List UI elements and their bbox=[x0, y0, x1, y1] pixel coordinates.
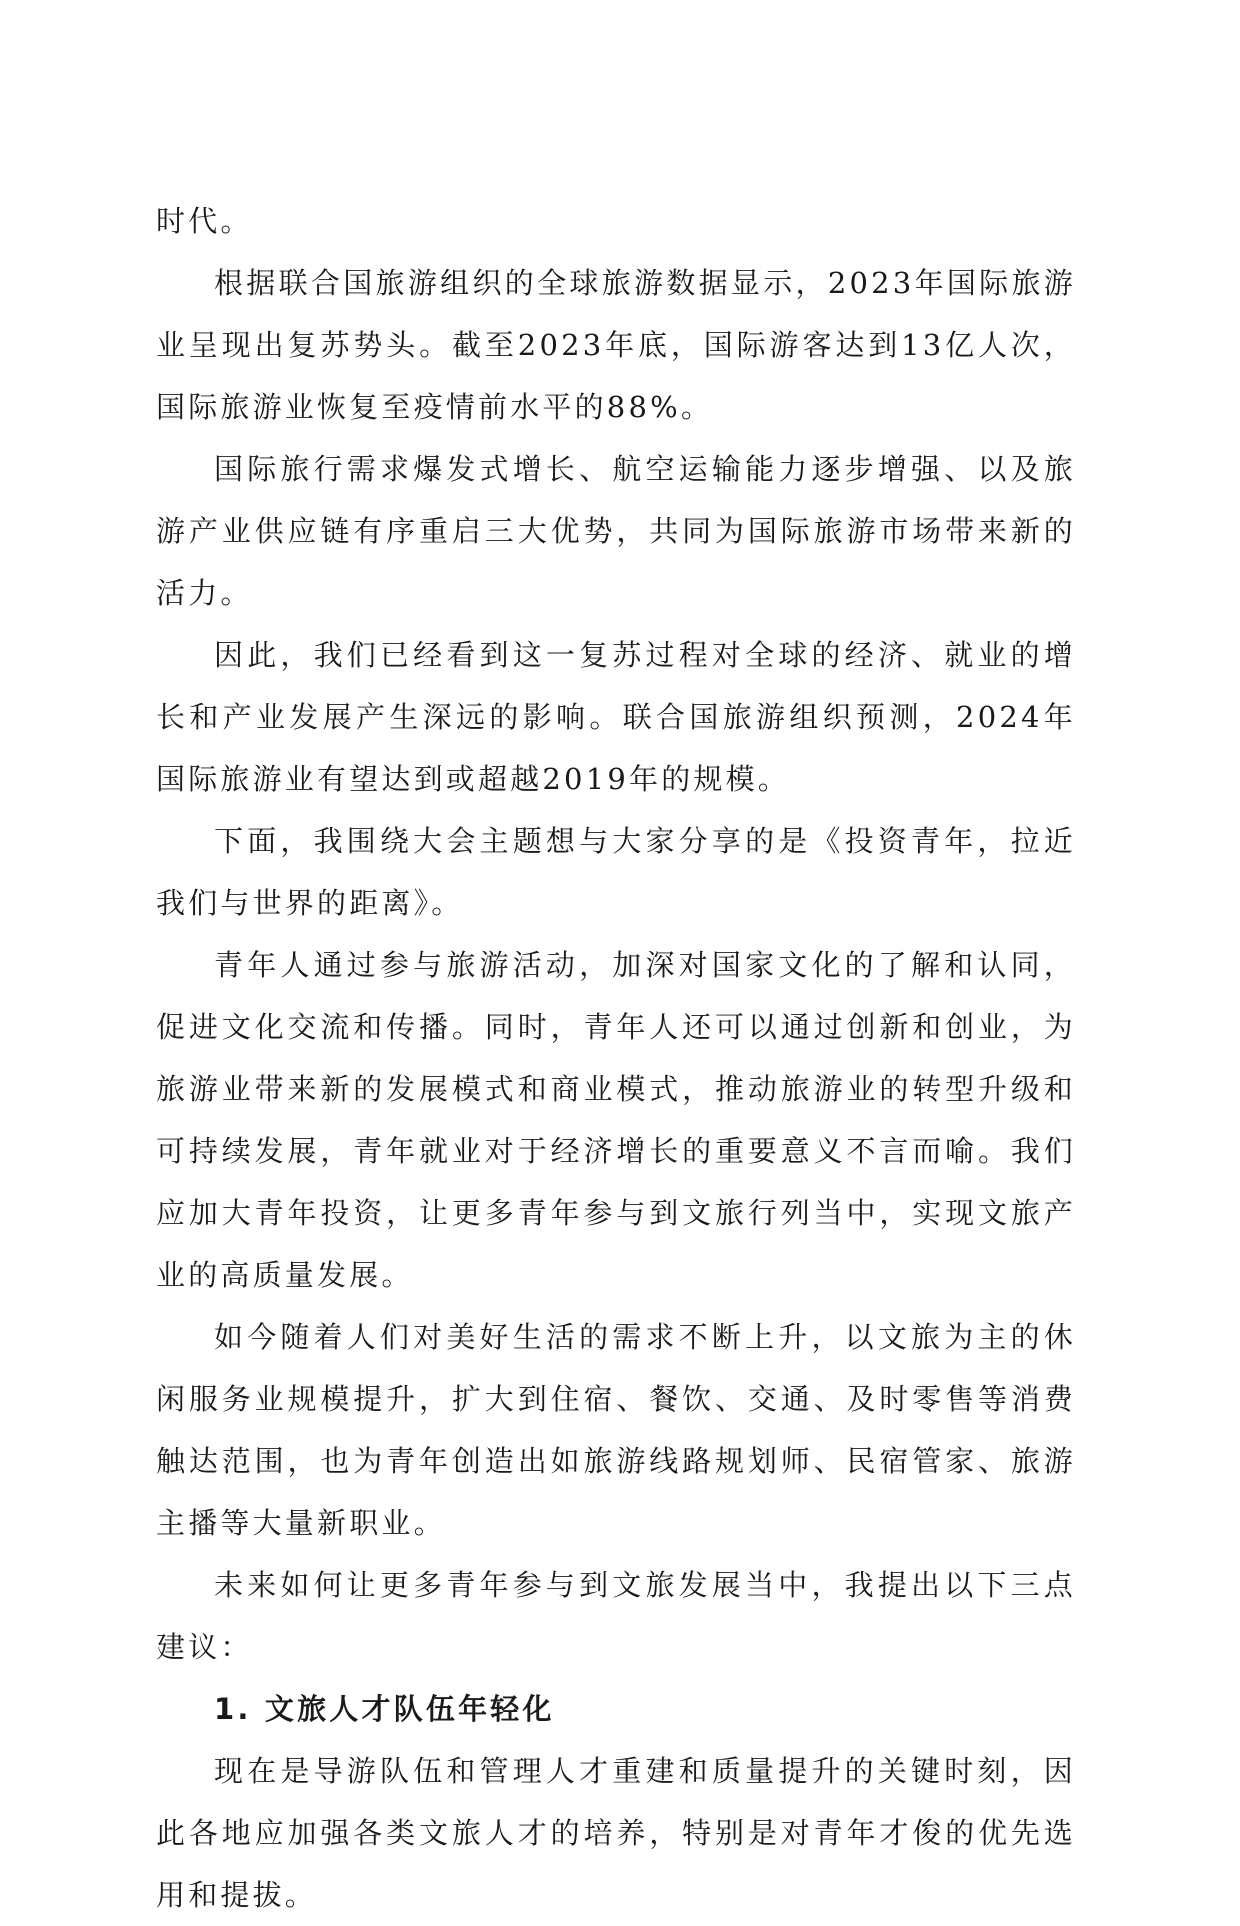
section-heading: 1. 文旅人才队伍年轻化 bbox=[214, 1692, 555, 1726]
paragraph-tourism-data: 根据联合国旅游组织的全球旅游数据显示，2023年国际旅游业呈现出复苏势头。截至2023年底，国际游客达到13亿人次，国际旅游业恢复至疫情前水平的88%。 bbox=[156, 266, 1076, 424]
paragraph-youth-role: 青年人通过参与旅游活动，加深对国家文化的了解和认同，促进文化交流和传播。同时，青年人还可以通过创新和创业，为旅游业带来新的发展模式和商业模式，推动旅游业的转型升级和可持续发展，青年就业对于经济增长的重要意义不言而喻。我们应加大青年投资，让更多青年参与到文旅行列当中，实现文旅产业的高质量发展。 bbox=[156, 948, 1076, 1292]
document-body bbox=[156, 190, 1076, 1926]
paragraph-suggestions-intro: 未来如何让更多青年参与到文旅发展当中，我提出以下三点建议： bbox=[156, 1568, 1076, 1664]
paragraph-new-occupations: 如今随着人们对美好生活的需求不断上升，以文旅为主的休闲服务业规模提升，扩大到住宿、餐饮、交通、及时零售等消费触达范围，也为青年创造出如旅游线路规划师、民宿管家、旅游主播等大量新职业。 bbox=[156, 1320, 1076, 1540]
paragraph-recovery-impact: 因此，我们已经看到这一复苏过程对全球的经济、就业的增长和产业发展产生深远的影响。联合国旅游组织预测，2024年国际旅游业有望达到或超越2019年的规模。 bbox=[156, 638, 1076, 796]
paragraph-talent-training: 现在是导游队伍和管理人才重建和质量提升的关键时刻，因此各地应加强各类文旅人才的培养，特别是对青年才俊的优先选用和提拔。 bbox=[156, 1754, 1076, 1912]
paragraph-topic-intro: 下面，我围绕大会主题想与大家分享的是《投资青年，拉近我们与世界的距离》。 bbox=[156, 824, 1076, 920]
continuation-paragraph: 时代。 bbox=[156, 204, 253, 238]
paragraph-three-advantages: 国际旅行需求爆发式增长、航空运输能力逐步增强、以及旅游产业供应链有序重启三大优势，共同为国际旅游市场带来新的活力。 bbox=[156, 452, 1076, 610]
